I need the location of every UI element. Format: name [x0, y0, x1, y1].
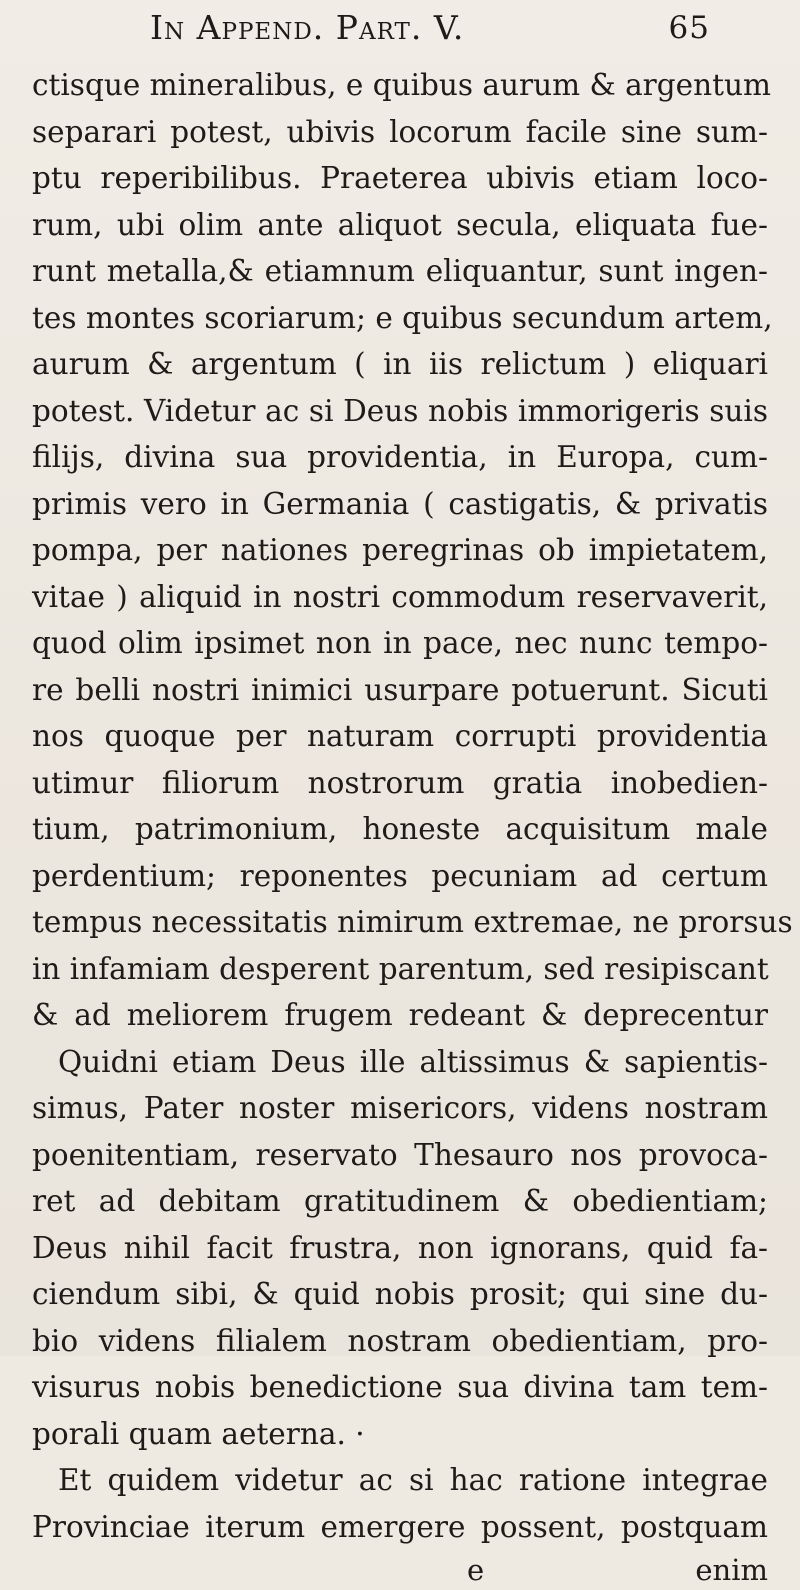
text-line: runt metalla,& etiamnum eliquantur, sunt ingen-	[32, 254, 768, 288]
text-line: quod olim ipsimet non in pace, nec nunc tempo-	[32, 626, 768, 660]
body-text	[32, 62, 793, 1590]
text-line: ret ad debitam gratitudinem & obedientiam;	[32, 1184, 768, 1218]
text-line: potest. Videtur ac si Deus nobis immorigeris suis	[32, 393, 768, 428]
text-line: vitae ) aliquid in nostri commodum reservaverit,	[32, 579, 768, 614]
text-line: separari potest, ubivis locorum facile sine sum-	[32, 114, 768, 149]
text-line: utimur filiorum nostrorum gratia inobedien-	[32, 765, 768, 800]
text-line: perdentium; reponentes pecuniam ad certum	[32, 858, 768, 893]
text-line: & ad meliorem frugem redeant & deprecentur	[32, 998, 768, 1032]
text-line: poenitentiam, reservato Thesauro nos provoca-	[32, 1137, 768, 1172]
running-head	[150, 8, 710, 60]
text-line: Quidni etiam Deus ille altissimus & sapientis-	[58, 1044, 768, 1079]
text-line: Deus nihil facit frustra, non ignorans, quid fa-	[32, 1230, 768, 1265]
page-footer	[32, 1550, 768, 1590]
text-line: filijs, divina sua providentia, in Europa, cum-	[32, 440, 768, 474]
page-number: 65	[668, 10, 710, 46]
text-line: tempus necessitatis nimirum extremae, ne prorsus	[32, 905, 793, 939]
running-title: In Append. Part. V.	[150, 8, 465, 47]
text-line: porali quam aeterna. ·	[32, 1416, 365, 1451]
text-line: re belli nostri inimici usurpare potuerunt. Sicuti	[32, 672, 768, 707]
text-line: in infamiam desperent parentum, sed resipiscant	[32, 951, 769, 986]
text-line: Provinciae iterum emergere possent, postquam	[32, 1509, 768, 1544]
text-line: simus, Pater noster misericors, videns nostram	[32, 1091, 768, 1125]
text-line: primis vero in Germania ( castigatis, & privatis	[32, 486, 768, 521]
text-line: Et quidem videtur ac si hac ratione integrae	[58, 1463, 768, 1497]
text-line: visurus nobis benedictione sua divina tam tem-	[32, 1370, 768, 1404]
text-line: ptu reperibilibus. Praeterea ubivis etiam loco-	[32, 161, 768, 195]
text-line: tes montes scoriarum; e quibus secundum artem,	[32, 300, 773, 335]
text-line: aurum & argentum ( in iis relictum ) eliquari	[32, 347, 768, 381]
text-line: tium, patrimonium, honeste acquisitum male	[32, 812, 768, 846]
text-line: pompa, per nationes peregrinas ob impietatem,	[32, 533, 768, 567]
text-line: ctisque mineralibus, e quibus aurum & argentum	[32, 68, 771, 102]
text-line: bio videns filialem nostram obedientiam, pro-	[32, 1323, 768, 1358]
text-line: nos quoque per naturam corrupti providentia	[32, 719, 768, 753]
signature-mark: e	[467, 1553, 485, 1587]
catchword: enim	[695, 1553, 768, 1587]
text-line: ciendum sibi, & quid nobis prosit; qui sine du-	[32, 1277, 768, 1311]
text-line: rum, ubi olim ante aliquot secula, eliquata fue-	[32, 207, 768, 242]
